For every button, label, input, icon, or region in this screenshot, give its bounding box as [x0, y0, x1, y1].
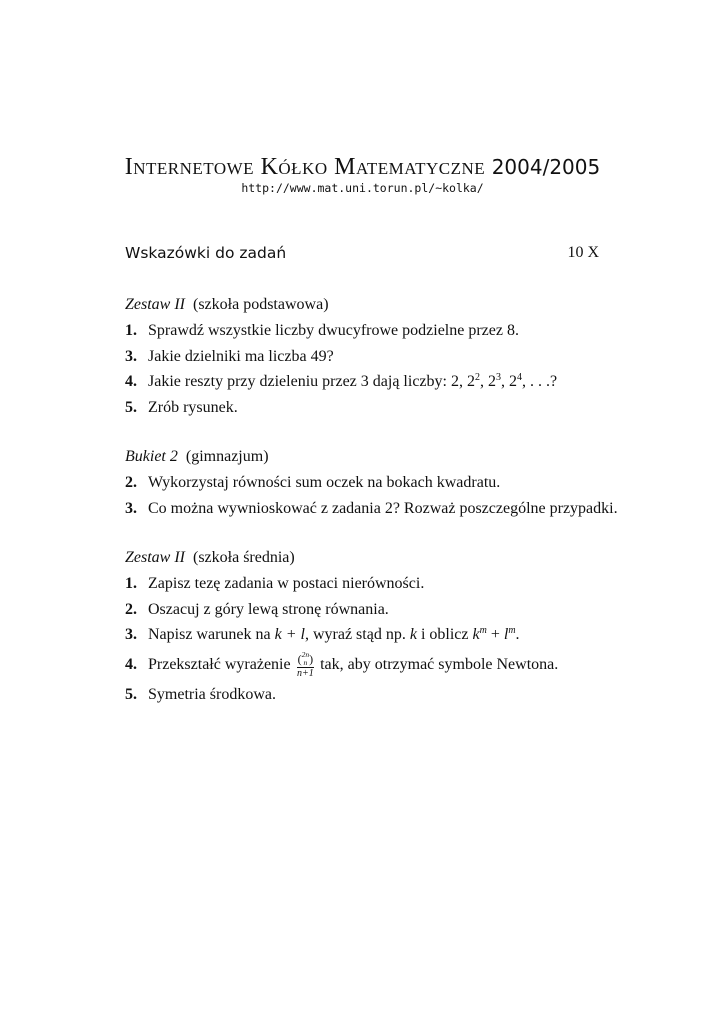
item-number: 3.	[125, 626, 137, 643]
section-heading	[125, 545, 605, 571]
math-operator: +	[486, 626, 504, 643]
section-heading	[125, 292, 605, 318]
page-title	[0, 152, 725, 182]
section-primary-school	[125, 292, 605, 420]
item-number: 5.	[125, 398, 137, 416]
item-number: 5.	[125, 685, 137, 703]
item-number: 4.	[125, 373, 137, 390]
item-text: Wykorzystaj równości sum oczek na bokach kwadratu.	[148, 474, 501, 491]
title-main: Internetowe Kółko Matematyczne	[124, 154, 486, 180]
item-text: Sprawdź wszystkie liczby dwucyfrowe podzielne przez 8.	[148, 322, 519, 339]
item-text: Zrób rysunek.	[148, 398, 238, 416]
set-name: Zestaw II	[125, 296, 185, 313]
item-text: , 2	[500, 373, 517, 390]
item-number: 3.	[125, 499, 137, 517]
exponent: 2	[474, 372, 480, 383]
list-item	[125, 470, 605, 496]
fraction-expression	[297, 651, 315, 679]
exponent: m	[508, 625, 516, 636]
item-number: 2.	[125, 600, 137, 618]
edition-label: 10 X	[567, 244, 599, 261]
list-item	[125, 682, 605, 708]
item-text: tak, aby otrzymać symbole Newtona.	[320, 655, 559, 673]
item-text: Zapisz tezę zadania w postaci nierówności.	[148, 575, 425, 592]
binomial-top: 2n	[301, 649, 310, 659]
list-item	[125, 622, 605, 648]
item-text: Oszacuj z góry lewą stronę równania.	[148, 600, 389, 618]
list-item	[125, 496, 618, 522]
set-level: (szkoła podstawowa)	[193, 296, 329, 313]
list-item	[125, 571, 605, 597]
item-text: Symetria środkowa.	[148, 685, 276, 703]
item-text: Przekształć wyrażenie	[148, 655, 291, 673]
item-text: i oblicz	[416, 626, 473, 643]
fraction-denominator: n+1	[296, 667, 314, 679]
binomial-bottom: n	[303, 657, 308, 667]
math-base: l	[503, 626, 509, 643]
item-number: 1.	[125, 322, 137, 339]
set-name: Bukiet 2	[125, 448, 178, 465]
item-number: 3.	[125, 347, 137, 365]
item-text: Co można wywnioskować z zadania 2? Rozważ poszczególne przypadki.	[148, 499, 618, 517]
binomial-coefficient: (2n n )	[297, 649, 314, 667]
item-text: Napisz warunek na	[148, 626, 275, 643]
set-name: Zestaw II	[125, 549, 185, 566]
website-url[interactable]: http://www.mat.uni.torun.pl/~kolka/	[241, 181, 484, 195]
item-text: , . . .?	[521, 373, 558, 390]
set-level: (gimnazjum)	[185, 448, 269, 465]
list-item	[125, 369, 605, 395]
exponent: m	[479, 625, 487, 636]
item-number: 4.	[125, 655, 137, 673]
list-item	[125, 344, 605, 370]
exponent: 3	[495, 372, 501, 383]
title-year: 2004/2005	[491, 155, 601, 179]
set-level: (szkoła średnia)	[193, 549, 295, 566]
hints-title: Wskazówki do zadań	[125, 244, 287, 262]
math-base: k	[472, 626, 480, 643]
math-expression: k	[409, 626, 417, 643]
item-number: 2.	[125, 474, 137, 491]
item-text: , 2	[479, 373, 496, 390]
item-text: , wyraź stąd np.	[304, 626, 410, 643]
list-item	[125, 648, 605, 682]
exponent: 4	[516, 372, 522, 383]
section-middle-school	[125, 444, 618, 521]
section-heading	[125, 444, 605, 470]
section-high-school	[125, 545, 605, 707]
list-item	[125, 597, 605, 623]
item-number: 1.	[125, 575, 137, 592]
list-item	[125, 318, 605, 344]
item-text: Jakie dzielniki ma liczba 49?	[148, 347, 334, 365]
math-expression: k + l	[274, 626, 305, 643]
fraction-numerator	[297, 651, 315, 668]
item-text: .	[515, 626, 520, 643]
hints-header	[125, 242, 599, 264]
list-item	[125, 395, 605, 421]
item-text: Jakie reszty przy dzieleniu przez 3 dają liczby: 2, 2	[148, 373, 475, 390]
